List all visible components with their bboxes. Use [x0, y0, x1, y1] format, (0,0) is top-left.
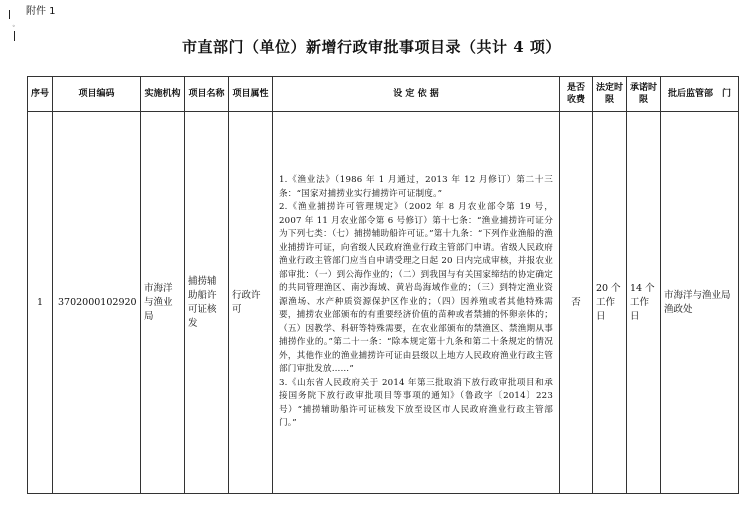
margin-mark: ◦: [12, 23, 16, 30]
annex-label: 附件 1: [26, 6, 56, 17]
col-header-legal-limit: 法定时限: [593, 77, 627, 112]
cell-promise-limit: 14 个工作日: [627, 112, 661, 494]
col-header-attr: 项目属性: [229, 77, 273, 112]
table-header-row: [28, 77, 739, 112]
approval-items-table: [27, 76, 739, 494]
table-row: [28, 112, 739, 494]
cell-basis: [273, 112, 560, 494]
col-header-fee: 是否收费: [560, 77, 593, 112]
col-header-agency: 实施机构: [141, 77, 185, 112]
cell-agency: 市海洋与渔业局: [141, 112, 185, 494]
page-title: 市直部门（单位）新增行政审批事项目录（共计 4 项）: [182, 38, 561, 56]
cell-seq: 1: [28, 112, 53, 494]
col-header-promise-limit: 承诺时限: [627, 77, 661, 112]
col-header-basis: 设 定 依 据: [273, 77, 560, 112]
basis-paragraph: 3.《山东省人民政府关于 2014 年第三批取消下放行政审批项目和承接国务院下放行政审批项目等事项的通知》（鲁政字〔2014〕223 号）“捕捞辅助船许可证核发下放至设区市人民政府渔业行政主管部门。”: [279, 377, 553, 429]
cell-name: 捕捞辅助船许可证核发: [185, 112, 229, 494]
col-header-name: 项目名称: [185, 77, 229, 112]
cell-code: 3702000102920: [53, 112, 141, 494]
col-header-code: 项目编码: [53, 77, 141, 112]
col-header-seq: 序号: [28, 77, 53, 112]
basis-paragraph: 2.《渔业捕捞许可管理规定》（2002 年 8 月农业部令第 19 号，2007 年 11 月农业部令第 6 号修订）第十七条：“渔业捕捞许可证分为下列七类：（七）捕捞辅助船许可证。”第十九条：“下列作业渔船的渔业捕捞许可证，向省级人民政府渔业行政主管部门申请。省级人民政府渔业行政主管部门应当自申请受理之日起 20 日内完成审核，并报农业部审批：（一）到公海作业的；（二）到我国与有关国家缔结的协定确定的共同管理渔区、南沙海域、黄岩岛海域作业的；（三）到特定渔业资源渔场、水产种质资源保护区作业的；（四）因养殖或者其他特殊需要，捕捞农业部颁布的有重要经济价值的苗种或者禁捕的怀卵亲体的；（五）因教学、科研等特殊需要，在农业部颁布的禁渔区、禁渔期从事捕捞作业的。”第二十一条：“除本规定第十九条和第二十条规定的情况外，其他作业的渔业捕捞许可证由县级以上地方人民政府渔业行政主管部门审批发放……”: [279, 202, 553, 375]
margin-mark: [9, 10, 10, 19]
cell-attr: 行政许可: [229, 112, 273, 494]
cell-fee: 否: [560, 112, 593, 494]
col-header-supervisor: 批后监管部 门: [661, 77, 739, 112]
cell-legal-limit: 20 个工作日: [593, 112, 627, 494]
basis-paragraph: 1.《渔业法》（1986 年 1 月通过，2013 年 12 月修订）第二十三条：“国家对捕捞业实行捕捞许可证制度。”: [279, 175, 553, 199]
cell-supervisor: 市海洋与渔业局渔政处: [661, 112, 739, 494]
